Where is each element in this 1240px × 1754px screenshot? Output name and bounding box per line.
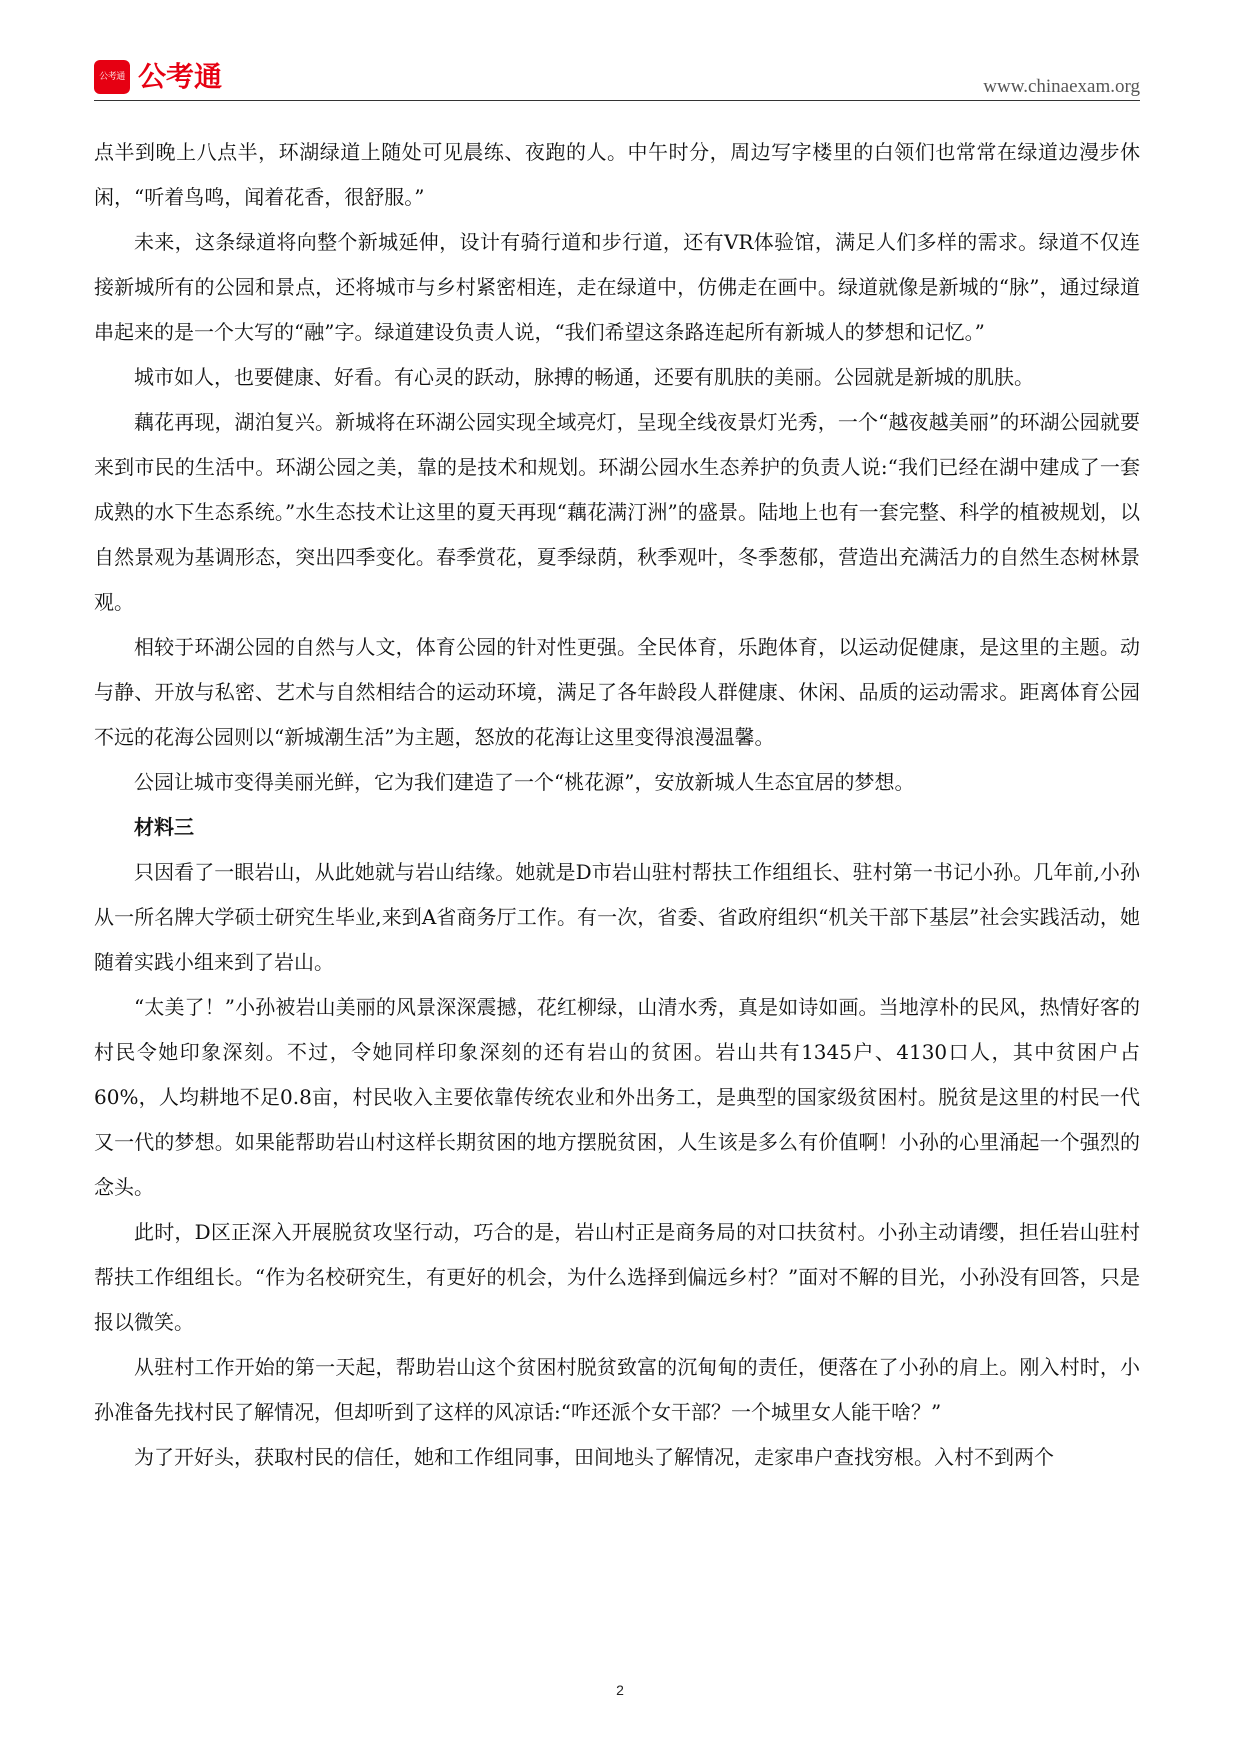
page-number: 2 [616,1682,624,1698]
logo-text: 公考通 [138,60,223,93]
logo-badge-icon: 公考通 [94,60,130,94]
paragraph: 为了开好头，获取村民的信任，她和工作组同事，田间地头了解情况，走家串户查找穷根。入村不到两个 [134,1445,1054,1469]
paragraph: 城市如人，也要健康、好看。有心灵的跃动，脉搏的畅通，还要有肌肤的美丽。公园就是新城的肌肤。 [134,365,1034,389]
document-body [94,130,1140,1480]
site-url: www.chinaexam.org [983,76,1140,97]
paragraph: 公园让城市变得美丽光鲜，它为我们建造了一个“桃花源”，安放新城人生态宜居的梦想。 [134,770,915,794]
paragraph: 藕花再现，湖泊复兴。新城将在环湖公园实现全域亮灯，呈现全线夜景灯光秀，一个“越夜越美丽”的环湖公园就要来到市民的生活中。环湖公园之美，靠的是技术和规划。环湖公园水生态养护的负责人说:“我们已经在湖中建成了一套成熟的水下生态系统。”水生态技术让这里的夏天再现“藕花满汀洲”的盛景。陆地上也有一套完整、科学的植被规划，以自然景观为基调形态，突出四季变化。春季赏花，夏季绿荫，秋季观叶，冬季葱郁，营造出充满活力的自然生态树林景观。 [94,410,1140,614]
paragraph: 只因看了一眼岩山，从此她就与岩山结缘。她就是D市岩山驻村帮扶工作组组长、驻村第一书记小孙。几年前,小孙从一所名牌大学硕士研究生毕业,来到A省商务厅工作。有一次，省委、省政府组织“机关干部下基层”社会实践活动，她随着实践小组来到了岩山。 [94,860,1140,974]
paragraph: 点半到晚上八点半，环湖绿道上随处可见晨练、夜跑的人。中午时分，周边写字楼里的白领们也常常在绿道边漫步休闲，“听着鸟鸣，闻着花香，很舒服。” [94,140,1140,209]
paragraph: 相较于环湖公园的自然与人文，体育公园的针对性更强。全民体育，乐跑体育，以运动促健康，是这里的主题。动与静、开放与私密、艺术与自然相结合的运动环境，满足了各年龄段人群健康、休闲、品质的运动需求。距离体育公园不远的花海公园则以“新城潮生活”为主题，怒放的花海让这里变得浪漫温馨。 [94,635,1140,749]
paragraph: 此时，D区正深入开展脱贫攻坚行动，巧合的是，岩山村正是商务局的对口扶贫村。小孙主动请缨，担任岩山驻村帮扶工作组组长。“作为名校研究生，有更好的机会，为什么选择到偏远乡村？”面对不解的目光，小孙没有回答，只是报以微笑。 [94,1220,1140,1334]
section-heading: 材料三 [134,815,194,839]
paragraph: “太美了！”小孙被岩山美丽的风景深深震撼，花红柳绿，山清水秀，真是如诗如画。当地淳朴的民风，热情好客的村民令她印象深刻。不过，令她同样印象深刻的还有岩山的贫困。岩山共有1345户、4130口人，其中贫困户占60%，人均耕地不足0.8亩，村民收入主要依靠传统农业和外出务工，是典型的国家级贫困村。脱贫是这里的村民一代又一代的梦想。如果能帮助岩山村这样长期贫困的地方摆脱贫困，人生该是多么有价值啊！小孙的心里涌起一个强烈的念头。 [94,995,1140,1199]
paragraph: 从驻村工作开始的第一天起，帮助岩山这个贫困村脱贫致富的沉甸甸的责任，便落在了小孙的肩上。刚入村时，小孙准备先找村民了解情况，但却听到了这样的风凉话:“咋还派个女干部？一个城里女人能干啥？” [94,1355,1140,1424]
paragraph: 未来，这条绿道将向整个新城延伸，设计有骑行道和步行道，还有VR体验馆，满足人们多样的需求。绿道不仅连接新城所有的公园和景点，还将城市与乡村紧密相连，走在绿道中，仿佛走在画中。绿道就像是新城的“脉”，通过绿道串起来的是一个大写的“融”字。绿道建设负责人说，“我们希望这条路连起所有新城人的梦想和记忆。” [94,230,1140,344]
page-header [94,54,1140,101]
